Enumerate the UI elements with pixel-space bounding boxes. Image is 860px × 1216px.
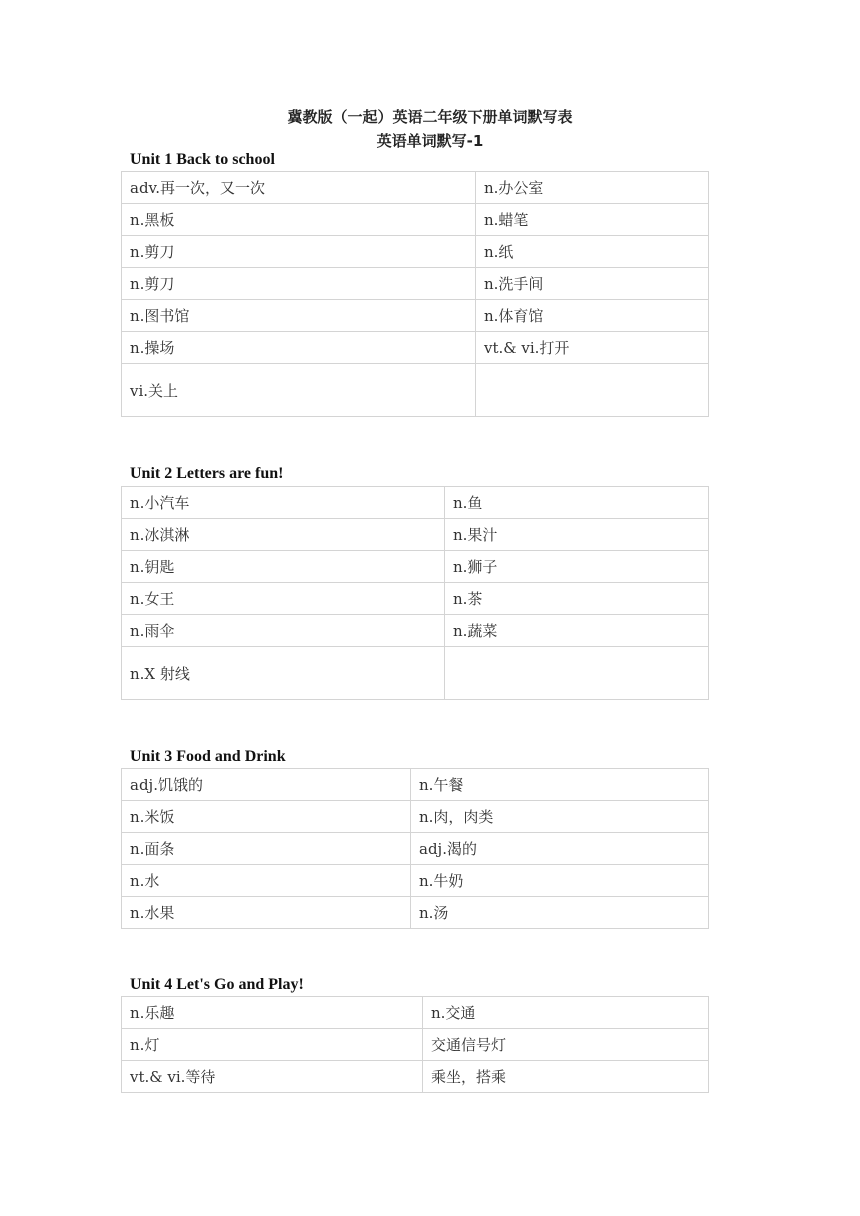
table-cell: n.纸 <box>476 236 709 268</box>
unit-2-table <box>121 486 709 700</box>
table-cell: n.雨伞 <box>122 615 445 647</box>
unit-3-table <box>121 768 709 929</box>
unit-3-heading: Unit 3 Food and Drink <box>130 748 286 765</box>
table-cell: n.女王 <box>122 583 445 615</box>
table-cell: n.小汽车 <box>122 487 445 519</box>
unit-4-table <box>121 996 709 1093</box>
document-title: 冀教版（一起）英语二年级下册单词默写表 <box>287 108 573 126</box>
table-row <box>122 897 709 929</box>
table-row <box>122 364 709 417</box>
table-row <box>122 865 709 897</box>
table-cell: vt.& vi.等待 <box>122 1061 423 1093</box>
table-cell: vi.关上 <box>122 364 476 417</box>
table-cell: n.蔬菜 <box>445 615 709 647</box>
table-row <box>122 204 709 236</box>
table-cell: n.水果 <box>122 897 411 929</box>
table-cell: n.办公室 <box>476 172 709 204</box>
table-cell: n.蜡笔 <box>476 204 709 236</box>
table-cell: n.狮子 <box>445 551 709 583</box>
table-cell <box>476 364 709 417</box>
table-row <box>122 833 709 865</box>
table-row <box>122 236 709 268</box>
table-row <box>122 487 709 519</box>
table-cell: n.剪刀 <box>122 268 476 300</box>
table-row <box>122 1029 709 1061</box>
table-cell: adj.饥饿的 <box>122 769 411 801</box>
table-cell: n.鱼 <box>445 487 709 519</box>
unit-4-heading: Unit 4 Let's Go and Play! <box>130 976 304 993</box>
table-row <box>122 615 709 647</box>
table-cell: n.乐趣 <box>122 997 423 1029</box>
table-cell: n.汤 <box>411 897 709 929</box>
unit-2-heading: Unit 2 Letters are fun! <box>130 465 284 482</box>
table-cell: n.操场 <box>122 332 476 364</box>
table-cell: 乘坐，搭乘 <box>423 1061 709 1093</box>
unit-1-table <box>121 171 709 417</box>
table-row <box>122 583 709 615</box>
table-cell: n.洗手间 <box>476 268 709 300</box>
table-row <box>122 172 709 204</box>
table-cell: n.面条 <box>122 833 411 865</box>
table-row <box>122 801 709 833</box>
table-cell: n.交通 <box>423 997 709 1029</box>
table-row <box>122 332 709 364</box>
table-cell: 交通信号灯 <box>423 1029 709 1061</box>
table-row <box>122 268 709 300</box>
table-cell: adv.再一次，又一次 <box>122 172 476 204</box>
document-subtitle: 英语单词默写-1 <box>376 132 484 150</box>
table-cell: n.冰淇淋 <box>122 519 445 551</box>
table-cell: n.茶 <box>445 583 709 615</box>
table-row <box>122 647 709 700</box>
table-row <box>122 551 709 583</box>
table-cell: n.肉，肉类 <box>411 801 709 833</box>
table-row <box>122 300 709 332</box>
table-cell: vt.& vi.打开 <box>476 332 709 364</box>
table-cell: n.X 射线 <box>122 647 445 700</box>
table-cell: n.米饭 <box>122 801 411 833</box>
table-cell: n.图书馆 <box>122 300 476 332</box>
table-cell: n.午餐 <box>411 769 709 801</box>
table-cell: n.钥匙 <box>122 551 445 583</box>
table-cell: n.灯 <box>122 1029 423 1061</box>
table-cell: n.果汁 <box>445 519 709 551</box>
table-cell: n.水 <box>122 865 411 897</box>
table-row <box>122 997 709 1029</box>
table-row <box>122 1061 709 1093</box>
table-row <box>122 519 709 551</box>
table-cell: n.体育馆 <box>476 300 709 332</box>
table-cell: n.剪刀 <box>122 236 476 268</box>
unit-1-heading: Unit 1 Back to school <box>130 151 275 168</box>
table-cell: n.黑板 <box>122 204 476 236</box>
table-row <box>122 769 709 801</box>
table-cell: adj.渴的 <box>411 833 709 865</box>
table-cell <box>445 647 709 700</box>
table-cell: n.牛奶 <box>411 865 709 897</box>
